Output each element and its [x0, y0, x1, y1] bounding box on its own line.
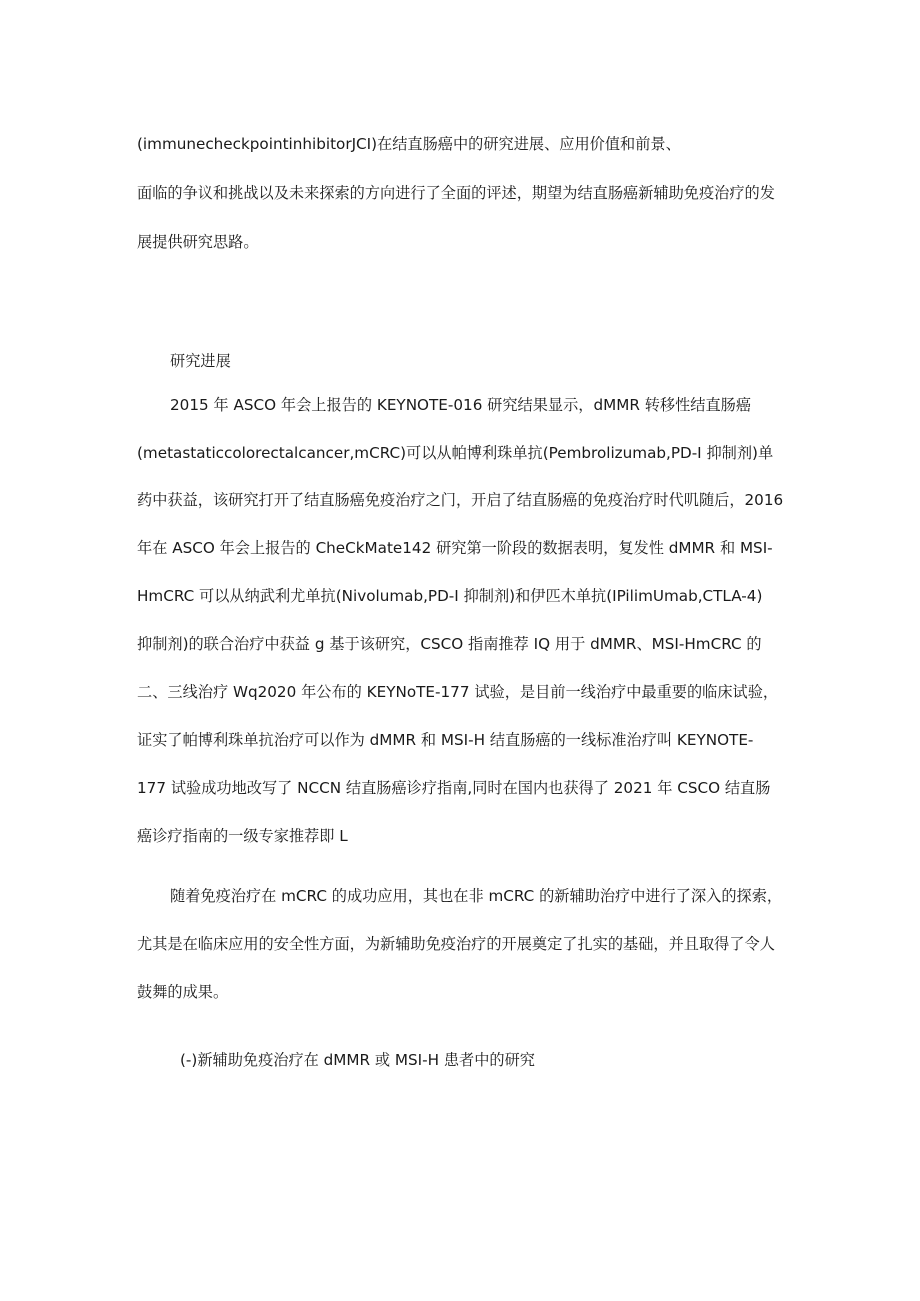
para2-line-3: 鼓舞的成果。: [137, 983, 229, 1001]
para2-line-1: 随着免疫治疗在 mCRC 的成功应用，其也在非 mCRC 的新辅助治疗中进行了深入的探索，: [170, 887, 783, 905]
para1-line-7: 二、三线治疗 Wq2020 年公布的 KEYNoTE-177 试验，是目前一线治疗中最重要的临床试验，: [137, 683, 779, 701]
para2-line-2: 尤其是在临床应用的安全性方面，为新辅助免疫治疗的开展奠定了扎实的基础，并且取得了令人: [137, 935, 775, 953]
para1-line-5: HmCRC 可以从纳武利尤单抗(Nivolumab,PD-I 抑制剂)和伊匹木单抗(IPilimUmab,CTLA-4): [137, 587, 763, 605]
subsection-heading: (-)新辅助免疫治疗在 dMMR 或 MSI-H 患者中的研究: [180, 1051, 535, 1069]
intro-line-3: 展提供研究思路。: [137, 233, 259, 251]
para1-line-6: 抑制剂)的联合治疗中获益 g 基于该研究，CSCO 指南推荐 IQ 用于 dMMR、MSI-HmCRC 的: [137, 635, 762, 653]
intro-line-1: (immunecheckpointinhibitorJCI)在结直肠癌中的研究进展、应用价值和前景、: [137, 135, 681, 153]
para1-line-9: 177 试验成功地改写了 NCCN 结直肠癌诊疗指南,同时在国内也获得了 2021 年 CSCO 结直肠: [137, 779, 771, 797]
para1-line-1: 2015 年 ASCO 年会上报告的 KEYNOTE-016 研究结果显示，dMMR 转移性结直肠癌: [170, 396, 752, 414]
para1-line-3: 药中获益，该研究打开了结直肠癌免疫治疗之门，开启了结直肠癌的免疫治疗时代叽随后，2016: [137, 491, 784, 509]
section-heading: 研究进展: [170, 352, 231, 370]
para1-line-8: 证实了帕博利珠单抗治疗可以作为 dMMR 和 MSI-H 结直肠癌的一线标准治疗叫 KEYNOTE-: [137, 731, 754, 749]
para1-line-10: 癌诊疗指南的一级专家推荐即 L: [137, 827, 348, 845]
para1-line-4: 年在 ASCO 年会上报告的 CheCkMate142 研究第一阶段的数据表明，复发性 dMMR 和 MSI-: [137, 539, 773, 557]
para1-line-2: (metastaticcolorectalcancer,mCRC)可以从帕博利珠单抗(Pembrolizumab,PD-I 抑制剂)单: [137, 444, 774, 462]
intro-line-2: 面临的争议和挑战以及未来探索的方向进行了全面的评述，期望为结直肠癌新辅助免疫治疗的发: [137, 184, 775, 202]
